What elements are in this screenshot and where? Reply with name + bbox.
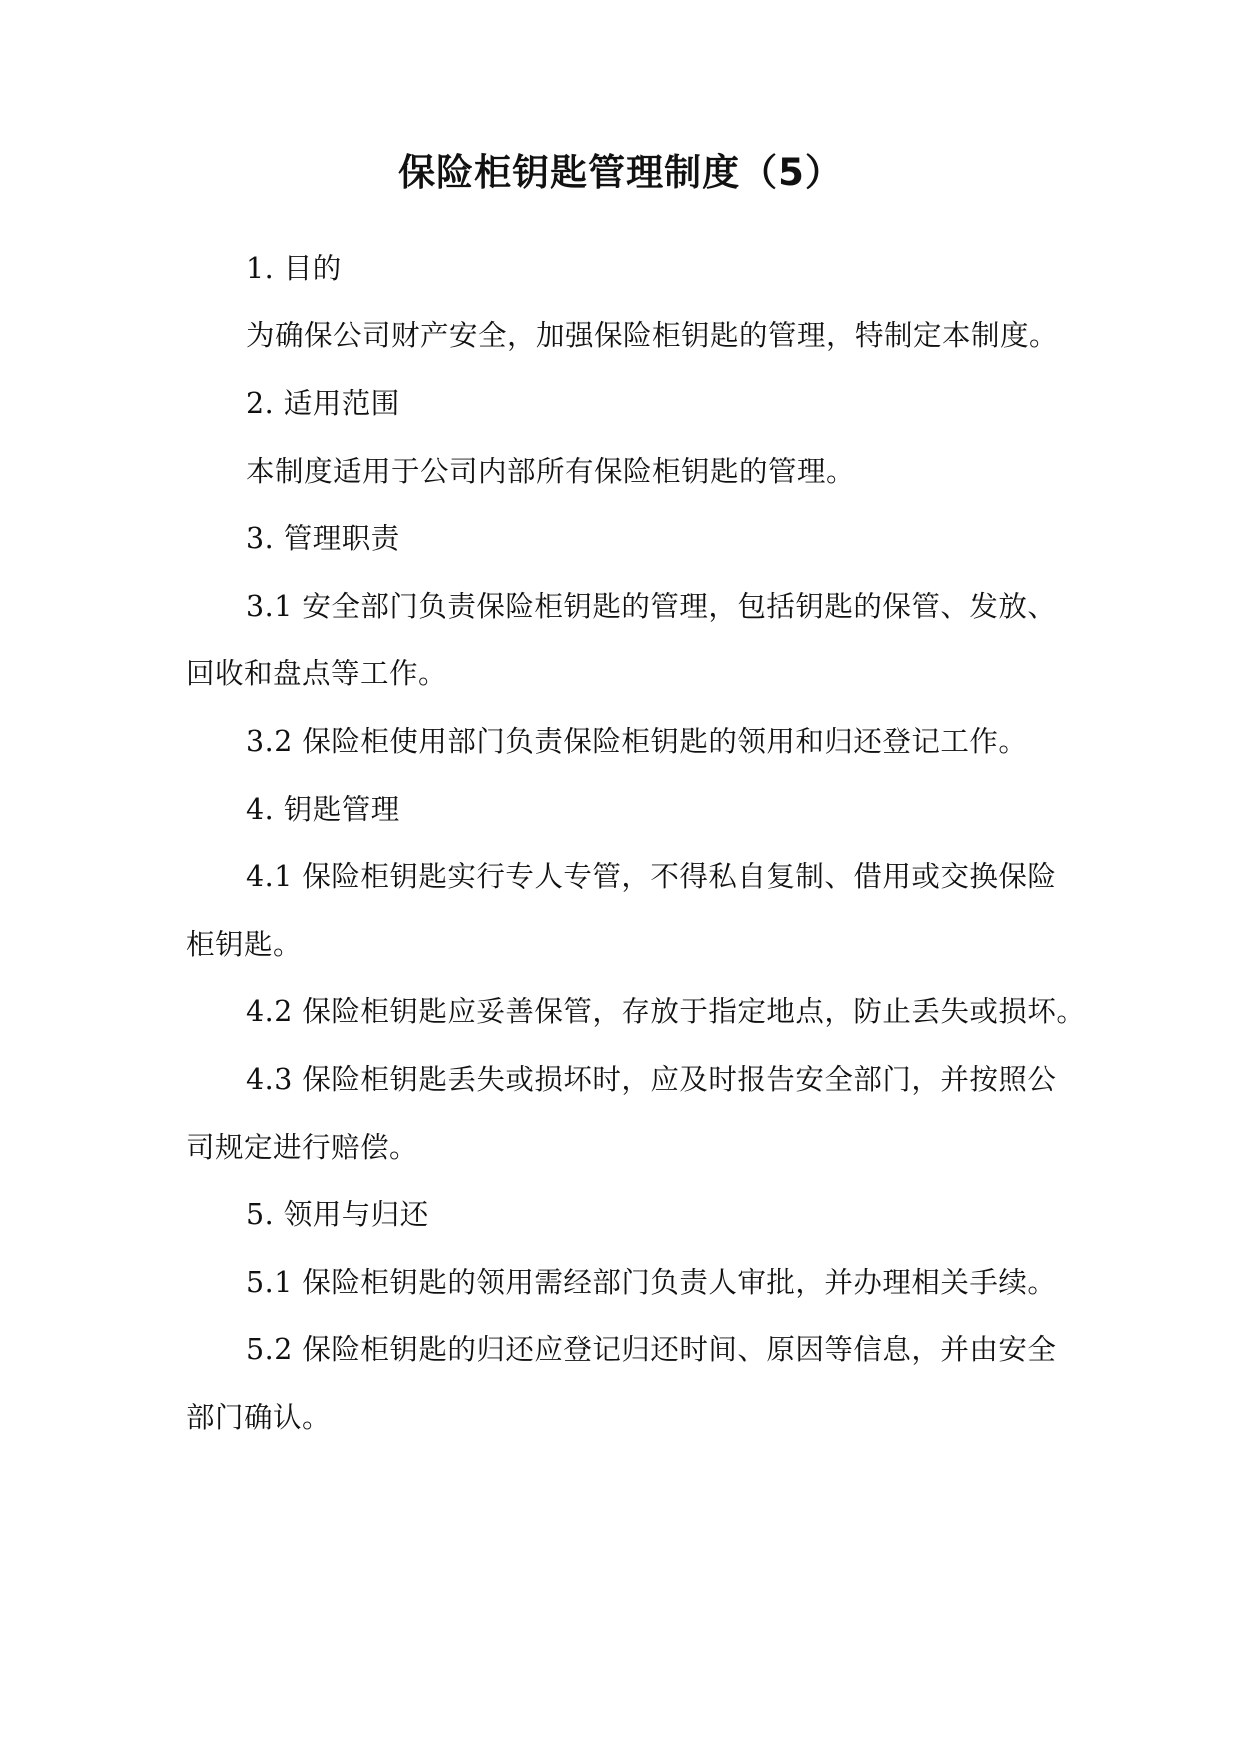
clause-5-1: 5.1 保险柜钥匙的领用需经部门负责人审批，并办理相关手续。 bbox=[246, 1266, 1057, 1299]
paragraph-scope: 本制度适用于公司内部所有保险柜钥匙的管理。 bbox=[246, 455, 856, 488]
clause-3-1-continued: 回收和盘点等工作。 bbox=[186, 657, 448, 690]
clause-4-3: 4.3 保险柜钥匙丢失或损坏时，应及时报告安全部门，并按照公 bbox=[246, 1063, 1057, 1096]
clause-4-3-continued: 司规定进行赔偿。 bbox=[186, 1131, 419, 1164]
clause-5-2-continued: 部门确认。 bbox=[186, 1401, 332, 1434]
document-title: 保险柜钥匙管理制度（5） bbox=[398, 151, 843, 194]
section-heading-purpose: 1. 目的 bbox=[246, 252, 342, 285]
clause-4-1: 4.1 保险柜钥匙实行专人专管，不得私自复制、借用或交换保险 bbox=[246, 860, 1057, 893]
section-heading-borrow-return: 5. 领用与归还 bbox=[246, 1198, 429, 1231]
clause-5-2: 5.2 保险柜钥匙的归还应登记归还时间、原因等信息，并由安全 bbox=[246, 1333, 1057, 1366]
clause-3-1: 3.1 安全部门负责保险柜钥匙的管理，包括钥匙的保管、发放、 bbox=[246, 590, 1057, 623]
clause-4-2: 4.2 保险柜钥匙应妥善保管，存放于指定地点，防止丢失或损坏。 bbox=[246, 995, 1086, 1028]
section-heading-scope: 2. 适用范围 bbox=[246, 387, 400, 420]
clause-3-2: 3.2 保险柜使用部门负责保险柜钥匙的领用和归还登记工作。 bbox=[246, 725, 1028, 758]
paragraph-purpose: 为确保公司财产安全，加强保险柜钥匙的管理，特制定本制度。 bbox=[246, 319, 1059, 352]
section-heading-key-management: 4. 钥匙管理 bbox=[246, 793, 400, 826]
clause-4-1-continued: 柜钥匙。 bbox=[186, 928, 303, 961]
section-heading-responsibilities: 3. 管理职责 bbox=[246, 522, 400, 555]
